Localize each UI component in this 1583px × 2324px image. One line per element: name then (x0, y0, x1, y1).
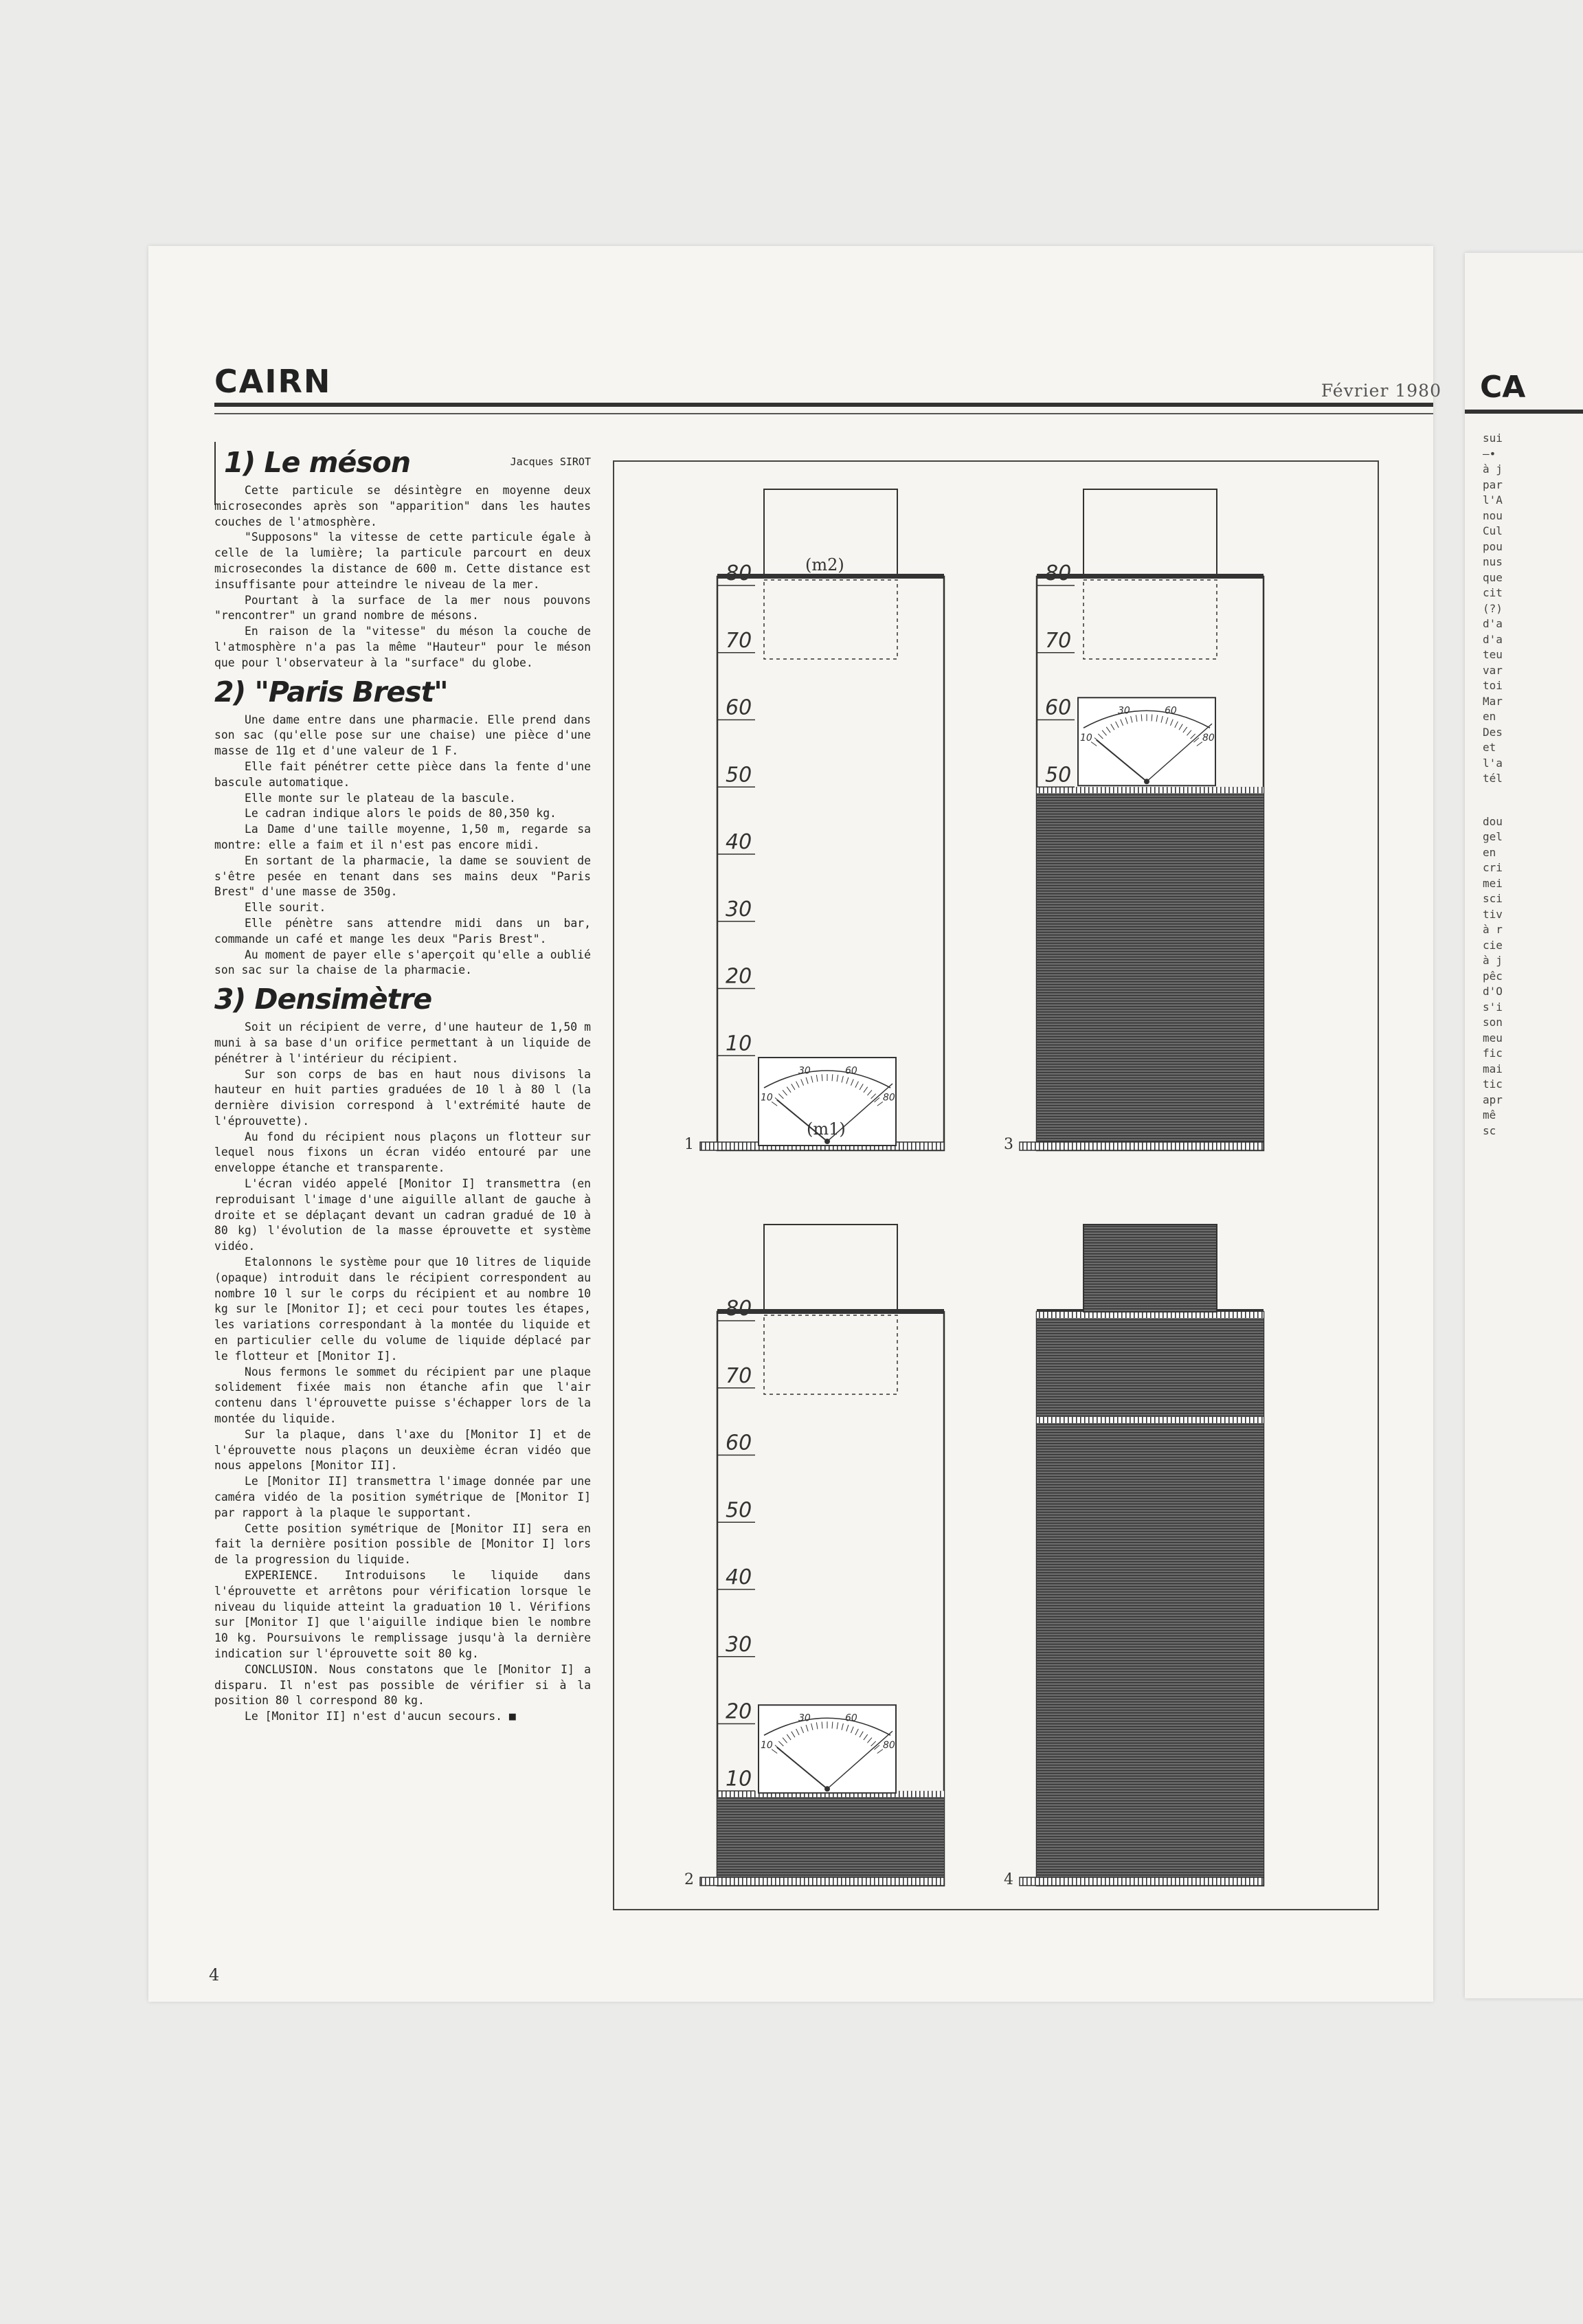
page-number: 4 (209, 1965, 220, 1985)
base-ruler (1020, 1877, 1264, 1886)
article3-paragraph: Sur son corps de bas en haut nous divisons la hauteur en huit parties graduées de 10 l à 80 l (la dernière division correspond à l'extrémité haute de l'éprouvette). (214, 1067, 591, 1128)
article3-paragraph: EXPERIENCE. Introduisons le liquide dans l'éprouvette et arrêtons pour vérification lorsque le niveau du liquide atteint la graduation 10 l. Vérifions sur [Monitor I] que l'aiguille indique bien le nombre 10 kg. Poursuivons le remplissage jusqu'à la dernière indication sur l'éprouvette soit 80 kg. (214, 1569, 591, 1660)
article-3-title: 3) Densimètre (214, 983, 432, 1016)
article3-paragraph: CONCLUSION. Nous constatons que le [Monitor I] a disparu. Il n'est pas possible de vérifier si à la position 80 l correspond 80 kg. (214, 1662, 591, 1708)
scale-label: 70 (726, 628, 752, 653)
text-column (214, 442, 591, 1725)
article2-paragraph: Une dame entre dans une pharmacie. Elle prend dans son sac (qu'elle pose sur une chaise) une pièce d'une masse de 11g et d'une valeur de 1 F. (214, 713, 591, 758)
next-page-fragment: Mar (1483, 694, 1503, 708)
article2-paragraph: Au moment de payer elle s'aperçoit qu'elle a oublié son sac sur la chaise de la pharmacie. (214, 948, 591, 977)
dial-number: 80 (1202, 732, 1215, 744)
article3-paragraph: Cette position symétrique de [Monitor II] sera en fait la dernière position possible de [Monitor I] lors de la progression du liquide. (214, 1521, 591, 1567)
article3-paragraph: L'écran vidéo appelé [Monitor I] transmettra (en reproduisant l'image d'une aiguille allant de gauche à droite et se déplaçant devant un cadran gradué de 10 à 80 kg) l'évolution de la masse éprouvette et système vidéo. (214, 1177, 591, 1253)
dial-number: 60 (1164, 705, 1177, 717)
article2-paragraph: Le cadran indique alors le poids de 80,350 kg. (245, 807, 557, 820)
scale-label: 30 (726, 1632, 752, 1657)
next-page-fragment: d'a (1483, 632, 1503, 646)
liquid-surface-scale (1037, 787, 1264, 793)
dial-number: 30 (1118, 705, 1130, 717)
next-page-fragment: apr (1483, 1093, 1503, 1106)
scale-label: 60 (1045, 695, 1072, 720)
panel-4 (1020, 1225, 1264, 1886)
scale-label: 80 (726, 561, 752, 585)
next-page-fragment: en (1483, 845, 1496, 859)
article3-paragraph: Nous fermons le sommet du récipient par une plaque solidement fixée mais non étanche afin que l'air contenu dans l'éprouvette puisse s'échapper lors de la montée du liquide. (214, 1365, 591, 1426)
article3-paragraph: Soit un récipient de verre, d'une hauteur de 1,50 m muni à sa base d'un orifice permettant à un liquide de pénétrer à l'intérieur du récipient. (214, 1020, 591, 1065)
dial-number: 30 (798, 1712, 811, 1724)
next-page-fragment: teu (1483, 648, 1503, 661)
next-page-fragment: mei (1483, 876, 1503, 890)
article2-paragraph: La Dame d'une taille moyenne, 1,50 m, regarde sa montre: elle a faim et il n'est pas encore midi. (214, 823, 591, 851)
scale-label: 60 (726, 695, 752, 720)
dial-number: 10 (761, 1092, 773, 1104)
next-page-fragment: toi (1483, 679, 1503, 692)
next-page-fragment: à j (1483, 462, 1503, 476)
scale-label: 40 (726, 830, 752, 854)
next-page-fragment: cie (1483, 938, 1503, 952)
header-rule-thin (214, 413, 1433, 414)
next-page-fragment: pou (1483, 539, 1503, 553)
article3-paragraph: Sur la plaque, dans l'axe du [Monitor I] et de l'éprouvette nous plaçons un deuxième écran vidéo que nous appelons [Monitor II]. (214, 1427, 591, 1473)
label-m1: (m1) (807, 1119, 846, 1139)
next-page-fragment: s'i (1483, 1000, 1503, 1014)
scale-label: 50 (726, 763, 752, 787)
scale-label: 80 (726, 1297, 752, 1321)
article1-paragraph: En raison de la "vitesse" du méson la couche de l'atmosphère n'a pas la même "Hauteur" pour le méson que pour l'observateur à la "surface" du globe. (214, 625, 591, 669)
next-page-fragment: que (1483, 570, 1503, 584)
next-page-fragment: dou (1483, 814, 1503, 828)
next-page-fragment: tél (1483, 772, 1503, 785)
next-page-fragment: nou (1483, 509, 1503, 522)
article2-paragraph: Elle monte sur le plateau de la bascule. (245, 791, 516, 805)
article1-paragraph: "Supposons" la vitesse de cette particule égale à celle de la lumière; la particule parcourt en deux microsecondes la distance de 600 m. Cette distance est insuffisante pour atteindre le niveau de la mer. (214, 530, 591, 591)
panel-number: 2 (684, 1871, 694, 1888)
next-page-fragment: d'a (1483, 617, 1503, 630)
monitor-2-ghost (764, 1315, 897, 1394)
panel-number: 1 (684, 1136, 694, 1153)
dial-pivot (824, 1139, 830, 1144)
panel-number: 4 (1004, 1871, 1013, 1888)
next-page-fragment: gel (1483, 830, 1503, 843)
panel-number: 3 (1004, 1136, 1013, 1153)
next-page-fragment: pêc (1483, 969, 1503, 983)
base-ruler (700, 1877, 944, 1886)
dial-number: 60 (844, 1065, 857, 1077)
author: Jacques SIROT (510, 456, 591, 468)
issue-date: Février 1980 (1321, 381, 1441, 401)
newspaper-page (148, 246, 1441, 2002)
next-page-fragment: mê (1483, 1108, 1496, 1121)
article-1 (214, 442, 591, 671)
dial-number: 60 (844, 1712, 857, 1724)
densimeter-diagram (614, 462, 1378, 1909)
scale-label: 70 (1045, 628, 1072, 653)
scale-label: 10 (726, 1767, 752, 1791)
label-m2: (m2) (805, 555, 844, 574)
article2-paragraph: Elle fait pénétrer cette pièce dans la fente d'une bascule automatique. (214, 759, 591, 789)
next-page-fragment: à j (1483, 954, 1503, 967)
next-page-fragment: cit (1483, 586, 1503, 599)
scale-label: 20 (726, 964, 752, 989)
next-page-fragment: et (1483, 741, 1496, 754)
liquid (1037, 787, 1264, 1150)
next-page-fragment: son (1483, 1016, 1503, 1029)
next-page-fragment: l'a (1483, 756, 1503, 770)
liquid (1037, 1312, 1264, 1886)
panel-3 (1020, 489, 1264, 1150)
dial-pivot (824, 1786, 830, 1791)
next-page-fragment: mai (1483, 1062, 1503, 1075)
article3-paragraph: Au fond du récipient nous plaçons un flotteur sur lequel nous fixons un écran vidéo entouré par une enveloppe étanche et transparente. (214, 1130, 591, 1175)
article1-paragraph: Pourtant à la surface de la mer nous pouvons "rencontrer" un grand nombre de mésons. (214, 593, 591, 623)
monitor-2-ghost (764, 580, 897, 659)
scale-label: 70 (726, 1363, 752, 1388)
scale-label: 80 (1045, 561, 1072, 585)
article-1-body (214, 483, 591, 671)
liquid-scale-mark (1037, 1417, 1264, 1423)
article-2-title: 2) "Paris Brest" (214, 675, 448, 708)
dial-number: 10 (761, 1739, 773, 1751)
liquid-cap (1084, 1225, 1217, 1312)
header-rule (214, 403, 1433, 407)
article3-paragraph: Le [Monitor II] transmettra l'image donnée par une caméra vidéo de la position symétrique de [Monitor I] par rapport à la plaque le supportant. (214, 1475, 591, 1519)
liquid-surface-scale (1037, 1312, 1264, 1318)
densimeter-figure (613, 460, 1379, 1910)
cap-box (1084, 489, 1217, 577)
article1-paragraph: Cette particule se désintègre en moyenne deux microsecondes après son "apparition" dans les hautes couches de l'atmosphère. (214, 484, 591, 528)
next-page-fragment: sui (1483, 432, 1503, 445)
scale-label: 20 (726, 1699, 752, 1724)
next-page-fragment: à r (1483, 923, 1503, 936)
article2-paragraph: Elle pénètre sans attendre midi dans un bar, commande un café et mange les deux "Paris Brest". (214, 916, 591, 946)
next-page-fragment: cri (1483, 861, 1503, 874)
dial-number: 10 (1080, 732, 1092, 744)
dial-pivot (1144, 779, 1149, 784)
article-2 (214, 671, 591, 979)
scale-label: 40 (726, 1565, 752, 1589)
dial-number: 80 (882, 1092, 895, 1104)
article-2-body (214, 713, 591, 979)
next-page-fragment: par (1483, 478, 1503, 491)
next-page-fragment: nus (1483, 555, 1503, 568)
next-page-fragment: —• (1483, 447, 1496, 460)
masthead-logo: CAIRN (214, 363, 332, 400)
next-page-fragment: en (1483, 710, 1496, 723)
next-page-fragment: sc (1483, 1124, 1496, 1137)
next-page-rule (1465, 410, 1583, 414)
next-page-fragment: tic (1483, 1077, 1503, 1091)
liquid (717, 1791, 944, 1886)
next-page-fragment: tiv (1483, 907, 1503, 921)
next-page-fragment: (?) (1483, 601, 1503, 615)
scale-label: 60 (726, 1431, 752, 1455)
cap-box (764, 1225, 897, 1312)
base-ruler (1020, 1142, 1264, 1150)
article2-paragraph: Elle sourit. (245, 901, 326, 915)
article2-paragraph: En sortant de la pharmacie, la dame se souvient de s'être pesée en tenant dans ses mains deux "Paris Brest" d'une masse de 350g. (214, 853, 591, 899)
scale-label: 10 (726, 1031, 752, 1056)
next-page-fragment: l'A (1483, 493, 1503, 506)
article-3-body (214, 1020, 591, 1725)
article-1-title: 1) Le méson (224, 446, 411, 479)
dial-number: 80 (882, 1739, 895, 1751)
next-page-masthead: CA (1480, 370, 1526, 405)
article3-paragraph: Etalonnons le système pour que 10 litres de liquide (opaque) introduit dans le récipient correspondent au nombre 10 l sur le corps du récipient et au nombre 10 kg sur le [Monitor I]; et ceci pour toutes les étapes, les variations correspondant à la montée du liquide et en particulier celle du volume de liquide déplacé par le flotteur et [Monitor I]. (214, 1255, 591, 1363)
monitor-2-ghost (1084, 580, 1217, 659)
next-page-fragment: fic (1483, 1047, 1503, 1060)
next-page-fragment: Des (1483, 725, 1503, 739)
next-page-fragment: var (1483, 663, 1503, 677)
next-page-fragment: d'O (1483, 985, 1503, 998)
next-page-edge (1465, 253, 1583, 1998)
scale-label: 50 (1045, 763, 1072, 787)
next-page-fragment: Cul (1483, 524, 1503, 537)
scale-label: 50 (726, 1498, 752, 1523)
scale-label: 30 (726, 897, 752, 921)
article-3 (214, 979, 591, 1725)
next-page-fragment: sci (1483, 892, 1503, 905)
next-page-fragment: meu (1483, 1031, 1503, 1044)
article3-paragraph: Le [Monitor II] n'est d'aucun secours. ■ (245, 1710, 516, 1723)
dial-number: 30 (798, 1065, 811, 1077)
